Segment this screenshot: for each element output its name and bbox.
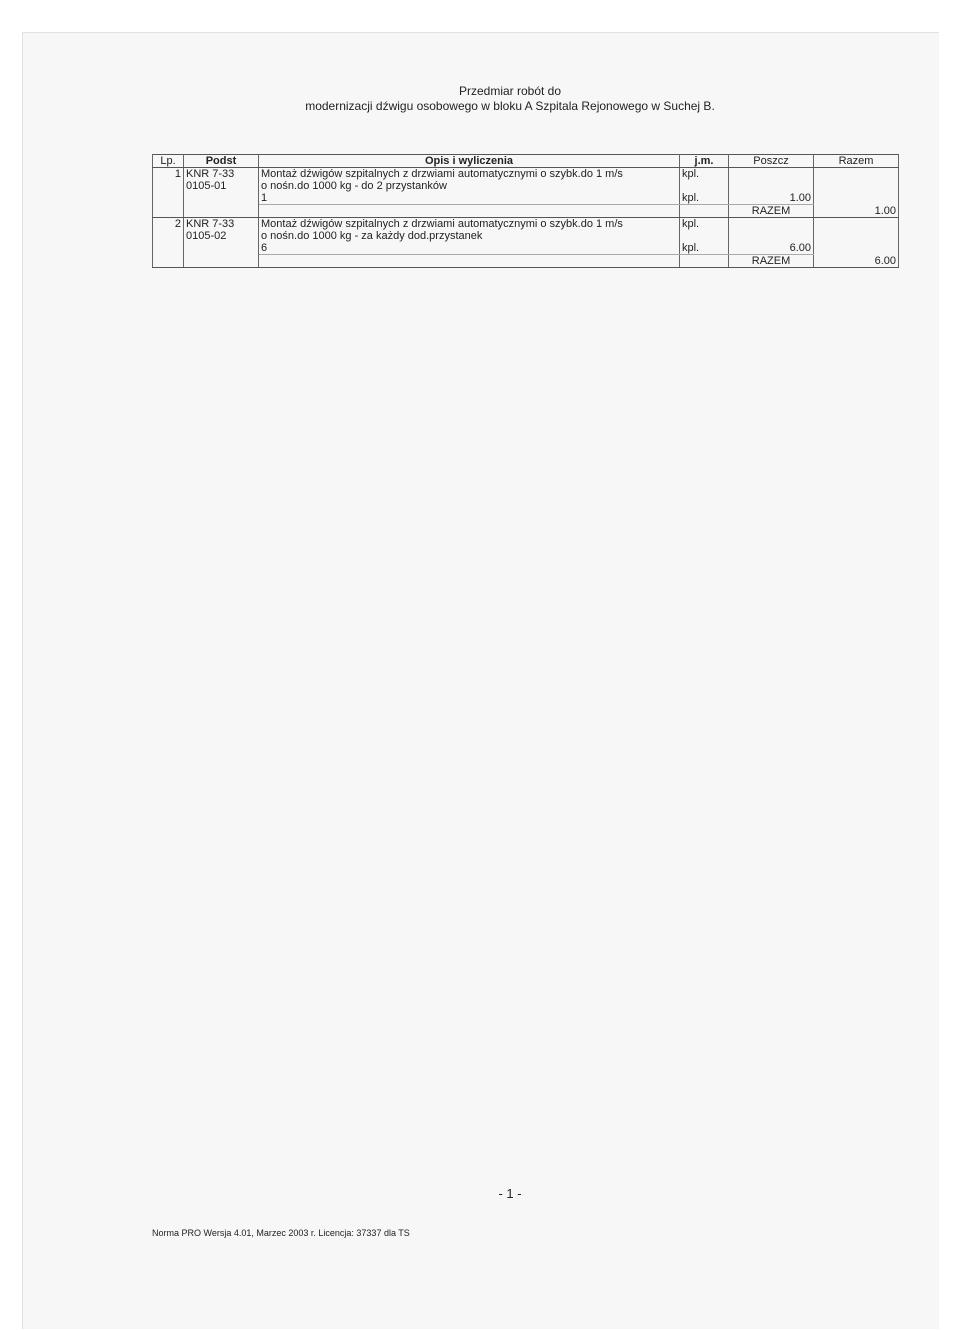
page-number: - 1 - <box>498 1186 522 1201</box>
table-row <box>153 192 899 205</box>
table-row <box>153 168 899 181</box>
item-description-cont: o nośn.do 1000 kg - do 2 przystanków <box>259 180 680 192</box>
item-razem-value: 6.00 <box>814 255 899 268</box>
item-unit: kpl. <box>680 168 729 181</box>
item-unit: kpl. <box>680 218 729 231</box>
table-header-row <box>153 155 899 168</box>
table-row <box>153 180 899 192</box>
item-calculation: 1 <box>259 192 680 205</box>
item-calc-value: 1.00 <box>729 192 814 205</box>
header-opis: Opis i wyliczenia <box>259 155 680 168</box>
estimate-table <box>152 154 899 268</box>
item-razem-label: RAZEM <box>729 255 814 268</box>
title-line-1: Przedmiar robót do <box>458 84 562 98</box>
item-podst-number: 0105-01 <box>184 180 259 192</box>
item-calculation: 6 <box>259 242 680 255</box>
header-jm: j.m. <box>680 155 729 168</box>
title-line-2: modernizacji dźwigu osobowego w bloku A Szpitala Rejonowego w Suchej B. <box>305 99 715 113</box>
item-razem-value: 1.00 <box>814 205 899 218</box>
table-row <box>153 242 899 255</box>
item-razem-label: RAZEM <box>729 205 814 218</box>
item-podst-code: KNR 7-33 <box>184 168 259 181</box>
item-calc-unit: kpl. <box>680 242 729 255</box>
item-description: Montaż dźwigów szpitalnych z drzwiami automatycznymi o szybk.do 1 m/s <box>259 218 680 231</box>
item-calc-unit: kpl. <box>680 192 729 205</box>
item-lp: 2 <box>153 218 184 231</box>
header-podst: Podst <box>184 155 259 168</box>
item-calc-value: 6.00 <box>729 242 814 255</box>
software-footer: Norma PRO Wersja 4.01, Marzec 2003 r. Licencja: 37337 dla TS <box>152 1228 410 1238</box>
item-podst-number: 0105-02 <box>184 230 259 242</box>
table-row <box>153 205 899 218</box>
header-lp: Lp. <box>153 155 184 168</box>
item-lp: 1 <box>153 168 184 181</box>
table-row <box>153 230 899 242</box>
item-description-cont: o nośn.do 1000 kg - za każdy dod.przystanek <box>259 230 680 242</box>
item-podst-code: KNR 7-33 <box>184 218 259 231</box>
item-description: Montaż dźwigów szpitalnych z drzwiami automatycznymi o szybk.do 1 m/s <box>259 168 680 181</box>
table-row <box>153 218 899 231</box>
document-title <box>0 84 960 114</box>
table-row <box>153 255 899 268</box>
header-poszcz: Poszcz <box>729 155 814 168</box>
header-razem: Razem <box>814 155 899 168</box>
